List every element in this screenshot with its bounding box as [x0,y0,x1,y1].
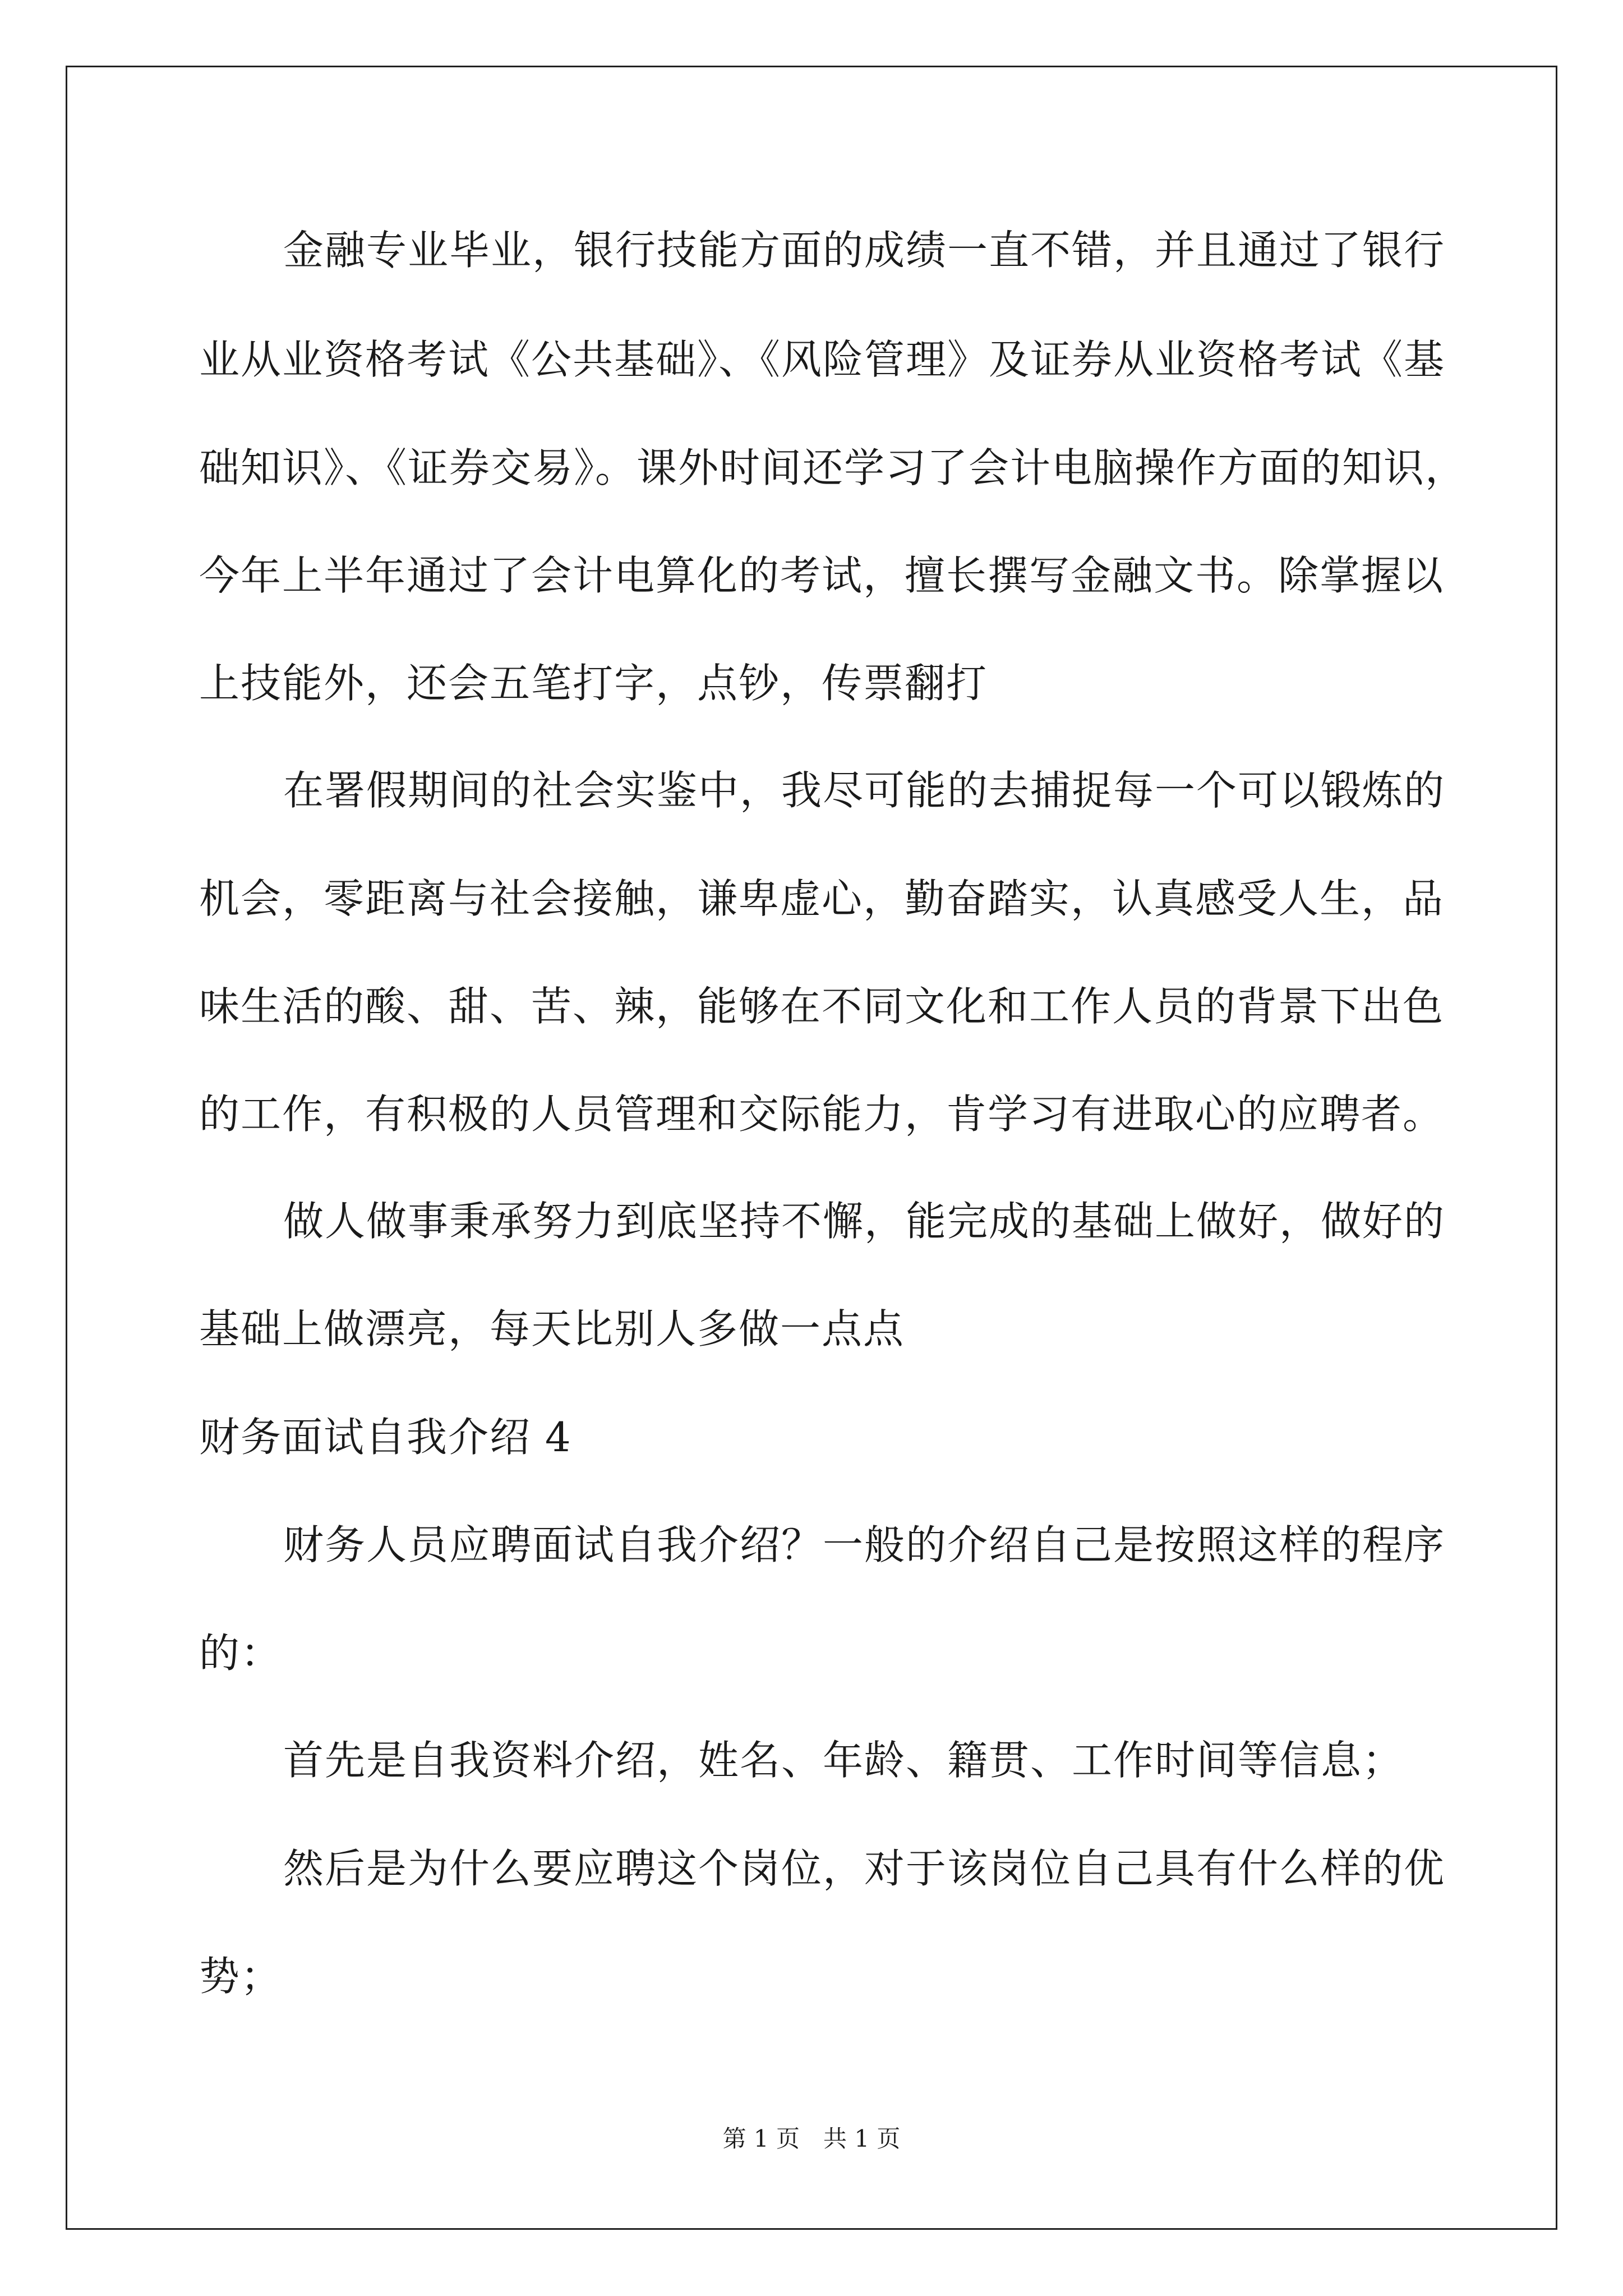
paragraph-line: 味生活的酸、甜、苦、辣，能够在不同文化和工作人员的背景下出色 [199,983,1445,1030]
paragraph-line: 势； [199,1953,283,2000]
page-number-footer: 第 1 页 共 1 页 [722,2125,901,2152]
paragraph-line: 在署假期间的社会实鉴中，我尽可能的去捕捉每一个可以锻炼的 [283,767,1446,814]
paragraph-line: 首先是自我资料介绍，姓名、年龄、籍贯、工作时间等信息； [283,1737,1404,1784]
paragraph-line: 做人做事秉承努力到底坚持不懈，能完成的基础上做好，做好的 [283,1198,1446,1245]
paragraph-line: 金融专业毕业，银行技能方面的成绩一直不错，并且通过了银行 [283,227,1446,274]
page-border [66,66,1557,2230]
paragraph-line: 机会，零距离与社会接触，谦卑虚心，勤奋踏实，认真感受人生，品 [199,875,1445,922]
paragraph-line: 的： [199,1630,283,1677]
paragraph-line: 基础上做漂亮，每天比别人多做一点点 [199,1305,905,1352]
paragraph-line: 财务人员应聘面试自我介绍？一般的介绍自己是按照这样的程序 [283,1521,1446,1568]
section-heading: 财务面试自我介绍 4 [199,1414,572,1461]
paragraph-line: 上技能外，还会五笔打字，点钞，传票翻打 [199,660,988,707]
paragraph-line: 础知识》、《证券交易》。课外时间还学习了会计电脑操作方面的知识， [199,444,1467,491]
paragraph-line: 业从业资格考试《公共基础》、《风险管理》及证券从业资格考试《基 [199,336,1446,383]
paragraph-line: 的工作，有积极的人员管理和交际能力，肯学习有进取心的应聘者。 [199,1091,1445,1138]
paragraph-line: 然后是为什么要应聘这个岗位，对于该岗位自己具有什么样的优 [283,1845,1446,1892]
paragraph-line: 今年上半年通过了会计电算化的考试，擅长撰写金融文书。除掌握以 [199,552,1445,599]
